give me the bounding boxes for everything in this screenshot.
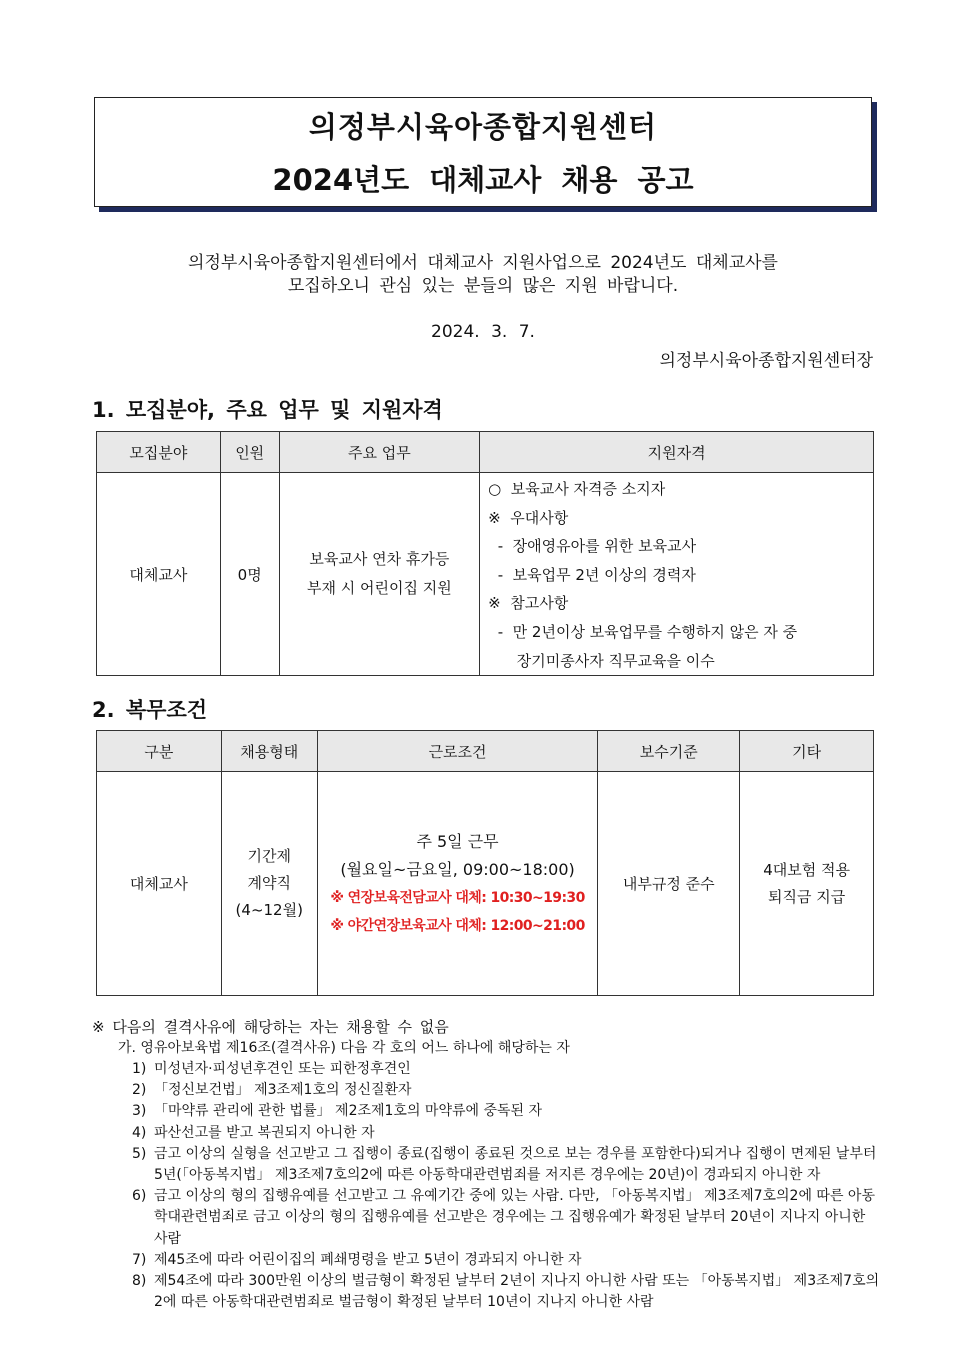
list-item-text: 파산선고를 받고 복권되지 아니한 자 bbox=[154, 1124, 375, 1141]
work-line-1: 주 5일 근무 bbox=[416, 831, 499, 851]
list-item-number: 5) bbox=[132, 1145, 147, 1162]
duty-cell bbox=[279, 473, 480, 676]
notes-list bbox=[92, 1059, 882, 1313]
header-etc: 기타 bbox=[740, 731, 874, 772]
qualification-line: - 장애영유아를 위한 보육교사 bbox=[488, 537, 697, 556]
header-pay: 보수기준 bbox=[598, 731, 740, 772]
section1-heading: 1. 모집분야, 주요 업무 및 지원자격 bbox=[92, 398, 443, 422]
table-header-row bbox=[97, 731, 874, 772]
etc-cell bbox=[740, 772, 874, 996]
header-qualification: 지원자격 bbox=[480, 432, 874, 473]
list-item bbox=[92, 1059, 882, 1080]
employment-line: 기간제 bbox=[247, 847, 291, 865]
list-item-number: 3) bbox=[132, 1103, 147, 1120]
header-employment: 채용형태 bbox=[221, 731, 317, 772]
qualification-line: 장기미종사자 직무교육을 이수 bbox=[488, 651, 715, 670]
table-header-row bbox=[97, 432, 874, 473]
page-subtitle: 2024년도 대체교사 채용 공고 bbox=[272, 163, 694, 197]
list-item-number: 8) bbox=[132, 1273, 147, 1290]
list-item-text: 제54조에 따라 300만원 이상의 벌금형이 확정된 날부터 2년이 지나지 아니한 사람 또는 「아동복지법」 제3조제7호의2에 따른 아동학대관련범죄로 벌금형이 확정된 날부터 10년이 지나지 아니한 사람 bbox=[154, 1273, 880, 1311]
work-line-2: (월요일~금요일, 09:00~18:00) bbox=[340, 859, 575, 879]
intro-line-1: 의정부시육아종합지원센터에서 대체교사 지원사업으로 2024년도 대체교사를 bbox=[188, 253, 778, 273]
recruitment-table bbox=[96, 431, 874, 676]
work-note-1: ※ 연장보육전담교사 대체: 10:30~19:30 bbox=[330, 889, 585, 906]
list-item-number: 1) bbox=[132, 1061, 147, 1077]
list-item bbox=[92, 1101, 882, 1122]
list-item bbox=[92, 1123, 882, 1144]
intro-line-2: 모집하오니 관심 있는 분들의 많은 지원 바랍니다. bbox=[287, 276, 679, 296]
field-cell: 대체교사 bbox=[97, 473, 221, 676]
list-item-text: 금고 이상의 실형을 선고받고 그 집행이 종료(집행이 종료된 것으로 보는 경우를 포함한다)되거나 집행이 면제된 날부터 5년(「아동복지법」 제3조제7호의2에 따른 아동학대관련범죄를 저지른 경우에는 20년)이 경과되지 아니한 자 bbox=[154, 1145, 877, 1184]
table-row bbox=[97, 772, 874, 996]
intro-text bbox=[90, 252, 876, 298]
signer: 의정부시육아종합지원센터장 bbox=[659, 351, 873, 371]
table-row bbox=[97, 473, 874, 676]
list-item-number: 4) bbox=[132, 1124, 147, 1141]
etc-line: 4대보험 적용 bbox=[763, 860, 850, 879]
list-item bbox=[92, 1144, 882, 1186]
notes-subheading: 가. 영유아보육법 제16조(결격사유) 다음 각 호의 어느 하나에 해당하는 자 bbox=[118, 1040, 570, 1056]
count-cell: 0명 bbox=[220, 473, 279, 676]
work-note-2: ※ 야간연장보육교사 대체: 12:00~21:00 bbox=[330, 917, 585, 934]
qualification-line: - 보육업무 2년 이상의 경력자 bbox=[488, 565, 696, 584]
list-item-text: 「정신보건법」 제3조제1호의 정신질환자 bbox=[154, 1082, 412, 1099]
pay-cell: 내부규정 준수 bbox=[598, 772, 740, 996]
list-item-text: 「마약류 관리에 관한 법률」 제2조제1호의 마약류에 중독된 자 bbox=[154, 1103, 543, 1120]
employment-cell bbox=[221, 772, 317, 996]
duty-line-2: 부재 시 어린이집 지원 bbox=[307, 579, 452, 598]
list-item bbox=[92, 1080, 882, 1101]
page-title: 의정부시육아종합지원센터 bbox=[308, 110, 658, 144]
etc-line: 퇴직금 지급 bbox=[767, 887, 846, 906]
list-item bbox=[92, 1250, 882, 1271]
qualification-line: ※ 참고사항 bbox=[488, 594, 569, 613]
header-field: 모집분야 bbox=[97, 432, 221, 473]
section2-heading: 2. 복무조건 bbox=[92, 698, 208, 722]
title-box bbox=[94, 97, 872, 207]
list-item-text: 제45조에 따라 어린이집의 폐쇄명령을 받고 5년이 경과되지 아니한 자 bbox=[154, 1251, 582, 1268]
list-item bbox=[92, 1186, 882, 1250]
conditions-table bbox=[96, 730, 874, 996]
disqualification-notes bbox=[92, 1016, 882, 1313]
category-cell: 대체교사 bbox=[97, 772, 222, 996]
header-work: 근로조건 bbox=[317, 731, 598, 772]
list-item-text: 금고 이상의 형의 집행유예를 선고받고 그 유예기간 중에 있는 사람. 다만, 「아동복지법」 제3조제7호의2에 따른 아동학대관련범죄로 금고 이상의 형의 집행유예를 선고받은 경우에는 그 집행유예가 확정된 날부터 20년이 지나지 아니한 사람 bbox=[154, 1188, 875, 1247]
employment-line: 계약직 bbox=[247, 874, 291, 892]
list-item bbox=[92, 1271, 882, 1313]
qualification-line: - 만 2년이상 보육업무를 수행하지 않은 자 중 bbox=[488, 622, 798, 641]
list-item-number: 7) bbox=[132, 1251, 147, 1268]
header-count: 인원 bbox=[220, 432, 279, 473]
list-item-text: 미성년자·피성년후견인 또는 피한정후견인 bbox=[154, 1061, 411, 1077]
notes-heading: ※ 다음의 결격사유에 해당하는 자는 채용할 수 없음 bbox=[92, 1018, 449, 1036]
header-duty: 주요 업무 bbox=[279, 432, 480, 473]
employment-line: (4~12월) bbox=[235, 901, 303, 919]
duty-line-1: 보육교사 연차 휴가등 bbox=[309, 550, 450, 569]
qualification-line: ○ 보육교사 자격증 소지자 bbox=[488, 480, 666, 498]
list-item-number: 2) bbox=[132, 1082, 147, 1099]
list-item-number: 6) bbox=[132, 1188, 147, 1205]
qualification-cell bbox=[480, 473, 874, 676]
announcement-date: 2024. 3. 7. bbox=[431, 322, 535, 342]
qualification-line: ※ 우대사항 bbox=[488, 508, 569, 527]
header-category: 구분 bbox=[97, 731, 222, 772]
work-cell bbox=[317, 772, 598, 996]
